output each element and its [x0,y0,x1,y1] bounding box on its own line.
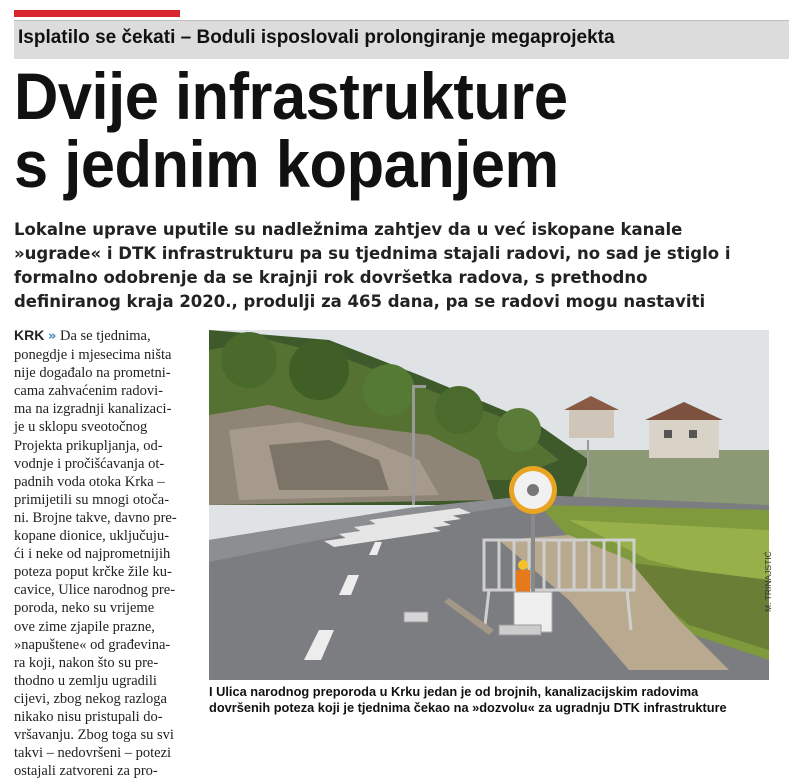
headline-line-1: Dvije infrastrukture [14,59,568,133]
article-line: cavice, Ulice narodnog pre- [14,582,176,599]
section-accent-bar [14,10,180,17]
headline-line-2: s jednim kopanjem [14,127,559,201]
article-line-1 [14,326,204,346]
article-line: vršavanju. Zbog toga su svi [14,727,174,744]
photo-caption [209,684,779,715]
headline [14,59,735,201]
article-line: ći i neke od najprometnijih [14,546,171,563]
article-line: Projekta prikupljanja, od- [14,437,163,454]
lead-line-1: Lokalne uprave uputile su nadležnima zahtjev da u već iskopane kanale [14,220,683,239]
article-line: nije događalo na prometni- [14,365,171,382]
news-photo-road-works [209,330,769,680]
lead-line-3: formalno odobrenje da se krajnji rok dovršetka radova, s prethodno [14,268,648,287]
article-line: je u sklopu sveotočnog [14,419,148,436]
article-line: »napuštene« od građevina- [14,636,171,653]
article-line: poroda, neko su vrijeme [14,600,155,617]
article-line: ostajali zatvoreni za pro- [14,763,158,780]
article-body-column [14,326,204,780]
caption-line-2: dovršenih poteza koji je tjednima čekao na »dozvolu« za ugradnju DTK infrastrukture [209,699,727,715]
caption-line-1: I Ulica narodnog preporoda u Krku jedan je od brojnih, kanalizacijskim radovima [209,684,699,699]
article-line: vodnje i pročišćavanja ot- [14,455,165,472]
article-line: poteza poput krčke žile ku- [14,564,172,581]
kicker-text: Isplatilo se čekati – Boduli isposlovali prolongiranje megaprojekta [18,27,615,48]
kicker-band [14,20,789,59]
article-line: takvi – nedovršeni – potezi [14,745,172,762]
dateline-arrows-icon: » [47,329,57,344]
article-line: thodno u zemlju ugradili [14,672,157,689]
photo-credit: M. TRINAJSTIĆ [763,551,773,612]
article-line: nikako nisu pristupali do- [14,708,163,725]
article-line: cama zahvaćenim radovi- [14,383,163,400]
dateline-place: KRK [14,327,45,343]
article-line: padnih voda otoka Krka – [14,473,165,490]
lead-line-2: »ugrade« i DTK infrastrukturu pa su tjednima stajali radovi, no sad je stiglo i [14,244,731,263]
article-line: ove zime zjapile prazne, [14,618,155,635]
article-line: ra koji, nakon što su pre- [14,654,159,671]
lead-paragraph [14,218,789,314]
photo-illustration [209,330,769,680]
article-line: ponegdje i mjesecima ništa [14,347,172,364]
article-line: primijetili su mnogi otoča- [14,491,170,508]
article-line: ni. Brojne takve, davno pre- [14,509,177,526]
article-line: ma na izgradnji kanalizaci- [14,401,172,418]
article-line: cijevi, zbog nekog razloga [14,690,167,707]
article-text: Da se tjednima, [60,328,151,344]
article-line: kopane dionice, uključuju- [14,528,170,545]
lead-line-4: definiranog kraja 2020., produlji za 465 dana, pa se radovi mogu nastaviti [14,292,706,311]
